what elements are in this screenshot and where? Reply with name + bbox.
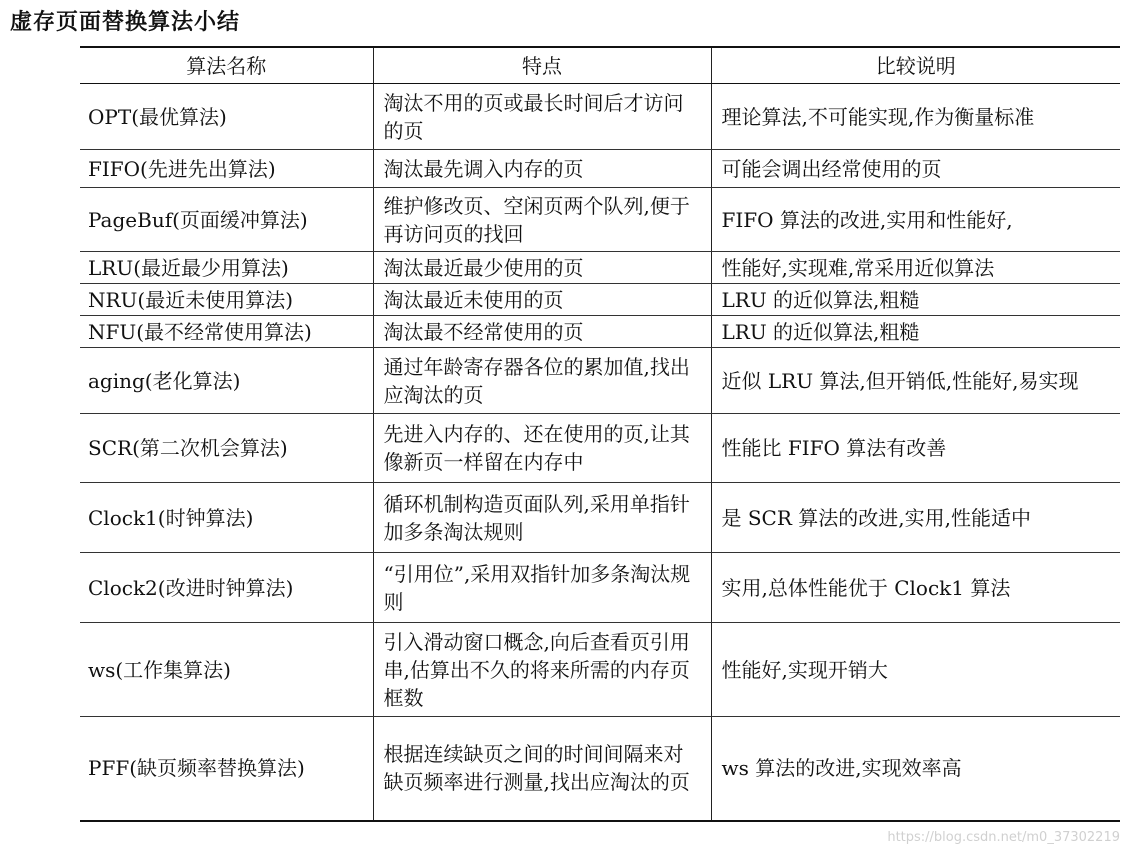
algorithm-name: NFU(最不经常使用算法)	[80, 316, 373, 348]
table-row	[80, 188, 1120, 252]
algorithm-comparison: FIFO 算法的改进,实用和性能好,	[711, 188, 1120, 252]
algorithm-comparison: 性能比 FIFO 算法有改善	[711, 414, 1120, 483]
algorithm-feature: 维护修改页、空闲页两个队列,便于再访问页的找回	[373, 188, 711, 252]
algorithm-comparison: 性能好,实现开销大	[711, 623, 1120, 717]
algorithm-name: PageBuf(页面缓冲算法)	[80, 188, 373, 252]
header-feature: 特点	[373, 47, 711, 84]
algorithm-name: LRU(最近最少用算法)	[80, 252, 373, 284]
algorithm-comparison: LRU 的近似算法,粗糙	[711, 316, 1120, 348]
algorithm-feature: 循环机制构造页面队列,采用单指针加多条淘汰规则	[373, 483, 711, 553]
algorithm-feature: 引入滑动窗口概念,向后查看页引用串,估算出不久的将来所需的内存页框数	[373, 623, 711, 717]
table-row	[80, 150, 1120, 188]
algorithm-comparison: 实用,总体性能优于 Clock1 算法	[711, 553, 1120, 623]
table-row	[80, 623, 1120, 717]
header-comparison: 比较说明	[711, 47, 1120, 84]
algorithm-feature: 淘汰最不经常使用的页	[373, 316, 711, 348]
algorithm-feature: 淘汰最近未使用的页	[373, 284, 711, 316]
table-header-row	[80, 47, 1120, 84]
table-row	[80, 84, 1120, 150]
algorithm-comparison: 理论算法,不可能实现,作为衡量标准	[711, 84, 1120, 150]
algorithm-comparison: 可能会调出经常使用的页	[711, 150, 1120, 188]
algorithm-feature: 根据连续缺页之间的时间间隔来对缺页频率进行测量,找出应淘汰的页	[373, 717, 711, 821]
table-row	[80, 348, 1120, 414]
algorithm-name: FIFO(先进先出算法)	[80, 150, 373, 188]
algorithm-feature: 淘汰不用的页或最长时间后才访问的页	[373, 84, 711, 150]
algorithm-name: aging(老化算法)	[80, 348, 373, 414]
algorithm-feature: 通过年龄寄存器各位的累加值,找出应淘汰的页	[373, 348, 711, 414]
table-row	[80, 717, 1120, 821]
algorithm-comparison: 是 SCR 算法的改进,实用,性能适中	[711, 483, 1120, 553]
header-algorithm-name: 算法名称	[80, 47, 373, 84]
algorithm-feature: “引用位”,采用双指针加多条淘汰规则	[373, 553, 711, 623]
algorithm-name: Clock1(时钟算法)	[80, 483, 373, 553]
algorithm-comparison: 性能好,实现难,常采用近似算法	[711, 252, 1120, 284]
algorithm-name: NRU(最近未使用算法)	[80, 284, 373, 316]
algorithm-comparison: LRU 的近似算法,粗糙	[711, 284, 1120, 316]
watermark: https://blog.csdn.net/m0_37302219	[887, 830, 1120, 845]
algorithm-name: Clock2(改进时钟算法)	[80, 553, 373, 623]
table-row	[80, 252, 1120, 284]
algorithm-name: ws(工作集算法)	[80, 623, 373, 717]
algorithm-feature: 淘汰最近最少使用的页	[373, 252, 711, 284]
algorithm-name: SCR(第二次机会算法)	[80, 414, 373, 483]
algorithm-table	[80, 46, 1120, 822]
table-row	[80, 553, 1120, 623]
table-row	[80, 316, 1120, 348]
table-row	[80, 284, 1120, 316]
algorithm-feature: 先进入内存的、还在使用的页,让其像新页一样留在内存中	[373, 414, 711, 483]
algorithm-feature: 淘汰最先调入内存的页	[373, 150, 711, 188]
table-row	[80, 483, 1120, 553]
page-title: 虚存页面替换算法小结	[10, 10, 241, 35]
algorithm-comparison: 近似 LRU 算法,但开销低,性能好,易实现	[711, 348, 1120, 414]
algorithm-name: OPT(最优算法)	[80, 84, 373, 150]
algorithm-comparison: ws 算法的改进,实现效率高	[711, 717, 1120, 821]
algorithm-name: PFF(缺页频率替换算法)	[80, 717, 373, 821]
table-row	[80, 414, 1120, 483]
